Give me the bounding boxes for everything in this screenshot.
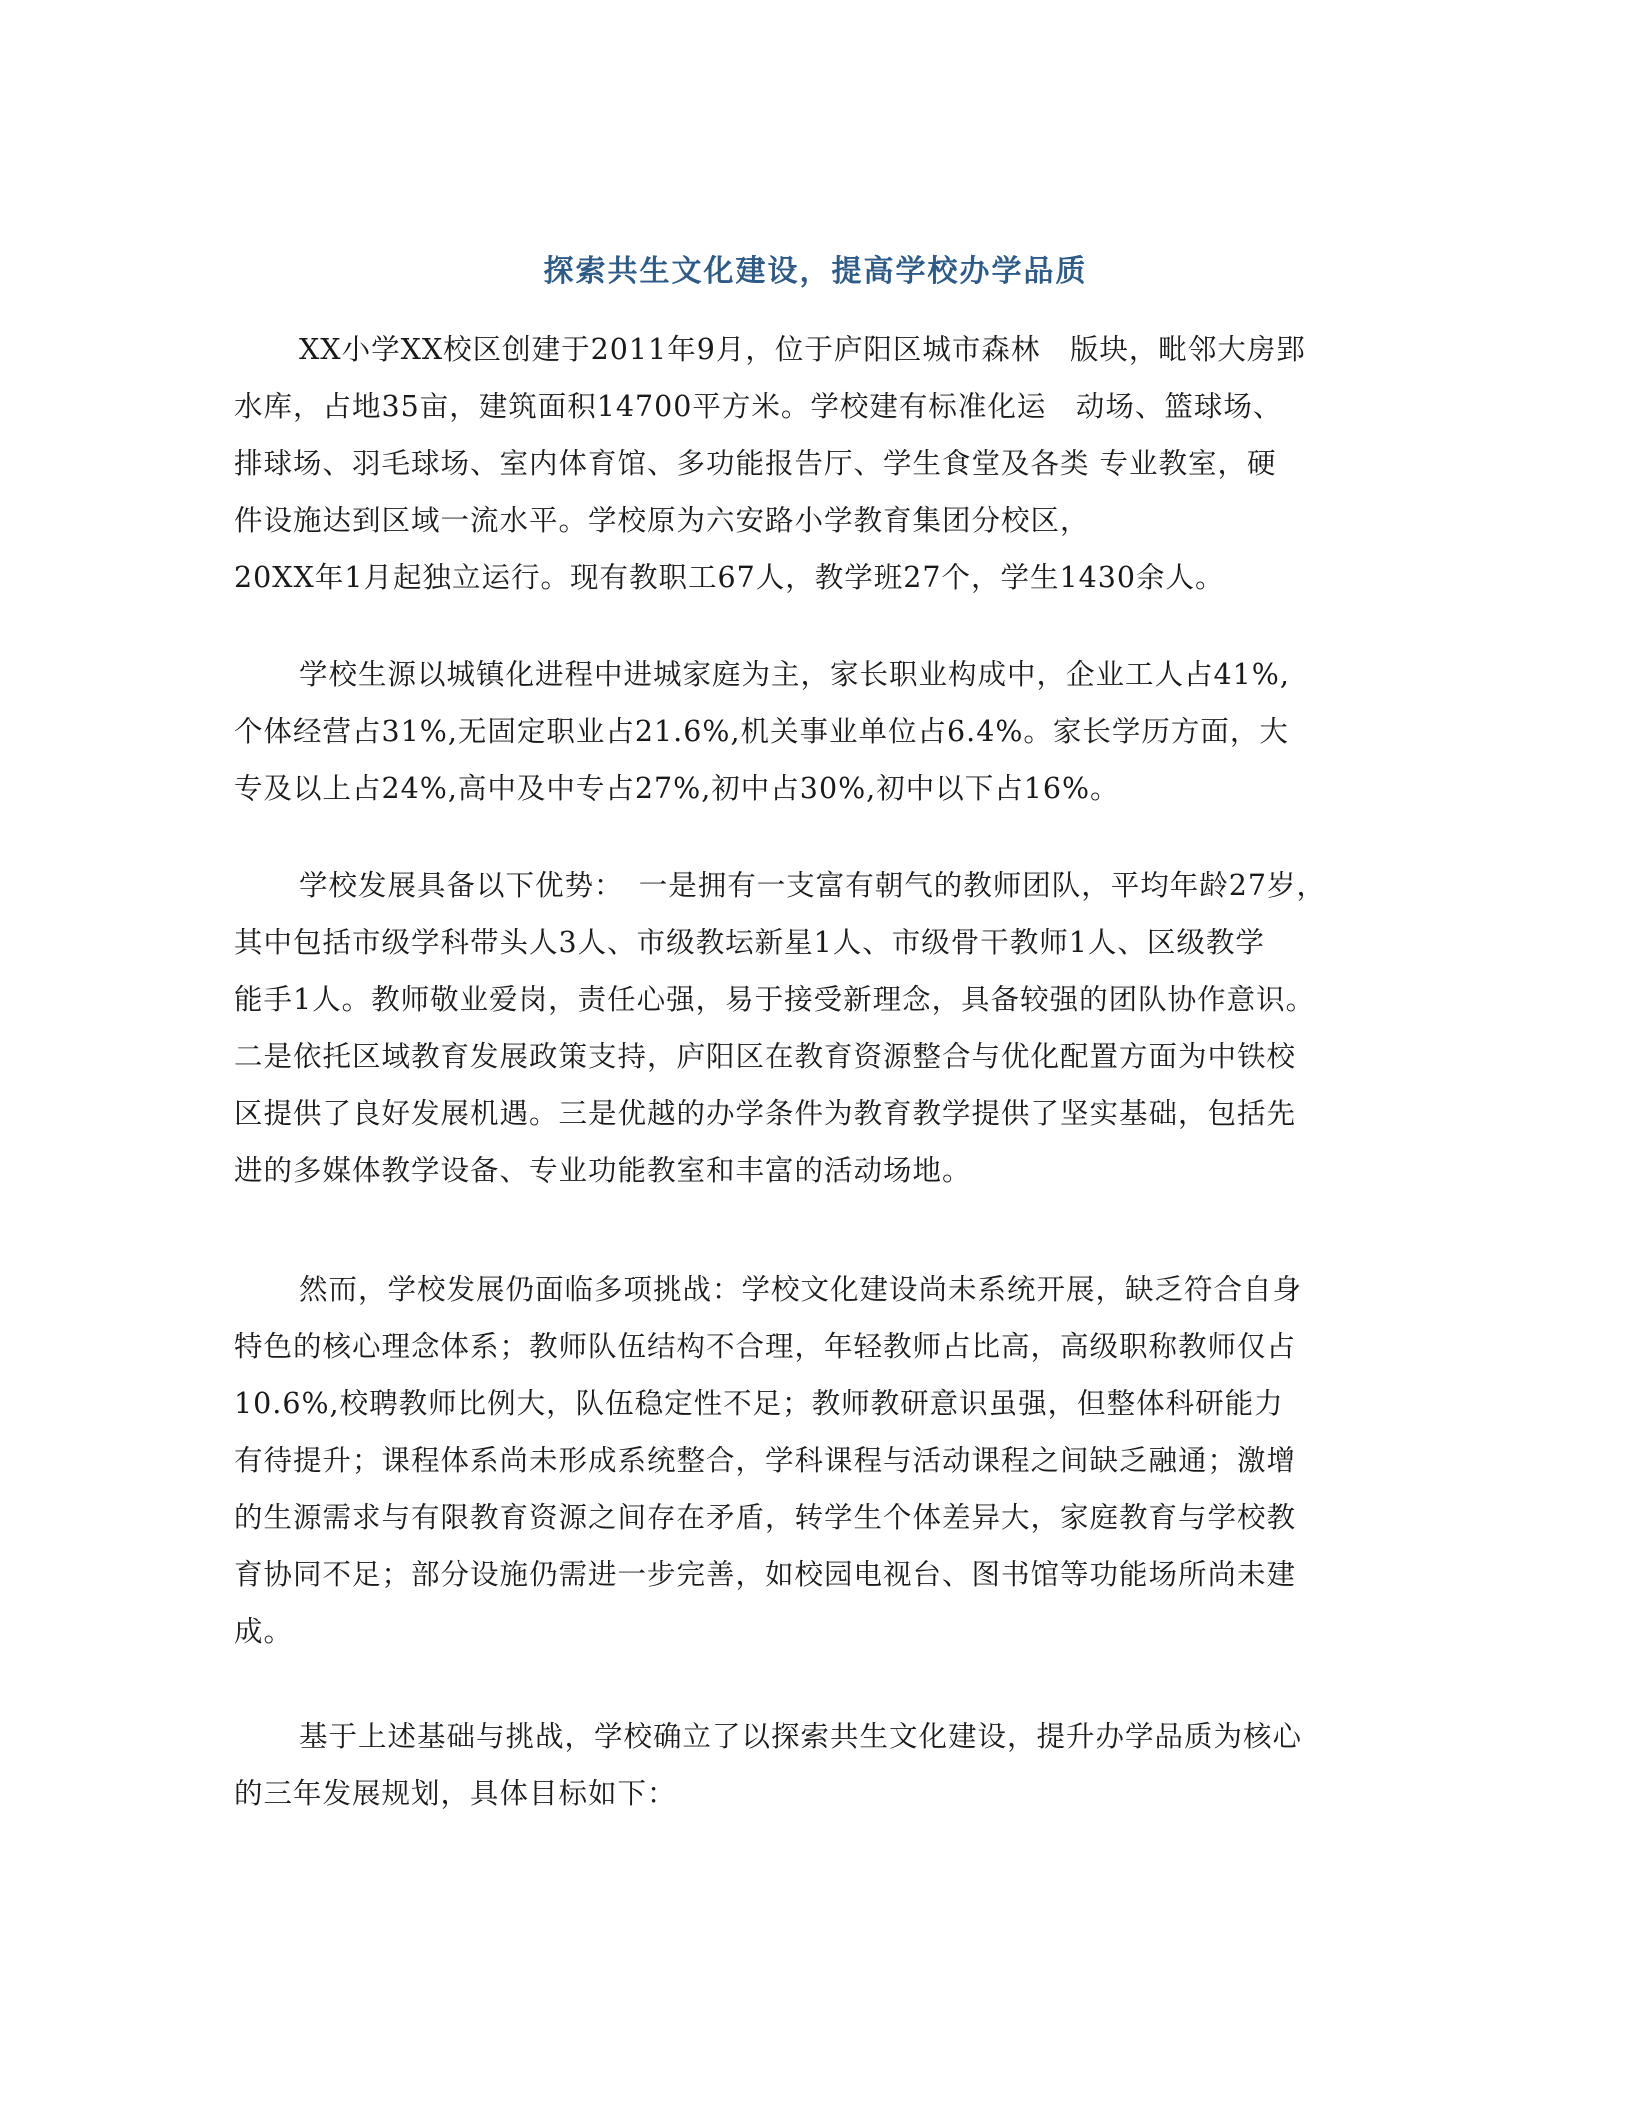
- paragraph-4-line-7: 成。: [234, 1615, 294, 1648]
- paragraph-1-line-3: 排球场、羽毛球场、室内体育馆、多功能报告厅、学生食堂及各类 专业教室，硬: [234, 447, 1277, 480]
- document-title: 探索共生文化建设，提高学校办学品质: [543, 254, 1088, 289]
- paragraph-1-line-4: 件设施达到区域一流水平。学校原为六安路小学教育集团分校区，: [234, 504, 1090, 537]
- paragraph-3-line-1: 学校发展具备以下优势： 一是拥有一支富有朝气的教师团队，平均年龄27岁，: [299, 869, 1327, 902]
- paragraph-5-line-2: 的三年发展规划，具体目标如下：: [234, 1777, 677, 1810]
- paragraph-4-line-3: 10.6%,校聘教师比例大，队伍稳定性不足；教师教研意识虽强，但整体科研能力: [234, 1387, 1284, 1420]
- paragraph-3-line-4: 二是依托区域教育发展政策支持，庐阳区在教育资源整合与优化配置方面为中铁校: [234, 1040, 1297, 1073]
- paragraph-1-line-1: XX小学XX校区创建于2011年9月，位于庐阳区城市森林 版块，毗邻大房郢: [299, 333, 1306, 366]
- paragraph-2-line-1: 学校生源以城镇化进程中进城家庭为主，家长职业构成中，企业工人占41%,: [299, 658, 1290, 691]
- paragraph-3-line-2: 其中包括市级学科带头人3人、市级教坛新星1人、市级骨干教师1人、区级教学: [234, 926, 1265, 959]
- paragraph-4-line-4: 有待提升；课程体系尚未形成系统整合，学科课程与活动课程之间缺乏融通；激增: [234, 1444, 1297, 1477]
- paragraph-1-line-2: 水库，占地35亩，建筑面积14700平方米。学校建有标准化运 动场、篮球场、: [234, 390, 1283, 423]
- paragraph-5-line-1: 基于上述基础与挑战，学校确立了以探索共生文化建设，提升办学品质为核心: [299, 1720, 1303, 1753]
- paragraph-1-line-5: 20XX年1月起独立运行。现有教职工67人，教学班27个，学生1430余人。: [234, 561, 1225, 594]
- paragraph-4-line-1: 然而，学校发展仍面临多项挑战：学校文化建设尚未系统开展，缺乏符合自身: [299, 1273, 1303, 1306]
- paragraph-2-line-3: 专及以上占24%,高中及中专占27%,初中占30%,初中以下占16%。: [234, 772, 1120, 805]
- paragraph-4-line-2: 特色的核心理念体系；教师队伍结构不合理，年轻教师占比高，高级职称教师仅占: [234, 1330, 1297, 1363]
- paragraph-3-line-5: 区提供了良好发展机遇。三是优越的办学条件为教育教学提供了坚实基础，包括先: [234, 1097, 1297, 1130]
- paragraph-2-line-2: 个体经营占31%,无固定职业占21.6%,机关事业单位占6.4%。家长学历方面，大: [234, 715, 1289, 748]
- paragraph-4-line-5: 的生源需求与有限教育资源之间存在矛盾，转学生个体差异大，家庭教育与学校教: [234, 1501, 1297, 1534]
- paragraph-4-line-6: 育协同不足；部分设施仍需进一步完善，如校园电视台、图书馆等功能场所尚未建: [234, 1558, 1297, 1591]
- paragraph-3-line-6: 进的多媒体教学设备、专业功能教室和丰富的活动场地。: [234, 1154, 972, 1187]
- paragraph-3-line-3: 能手1人。教师敬业爱岗，责任心强，易于接受新理念，具备较强的团队协作意识。: [234, 983, 1316, 1016]
